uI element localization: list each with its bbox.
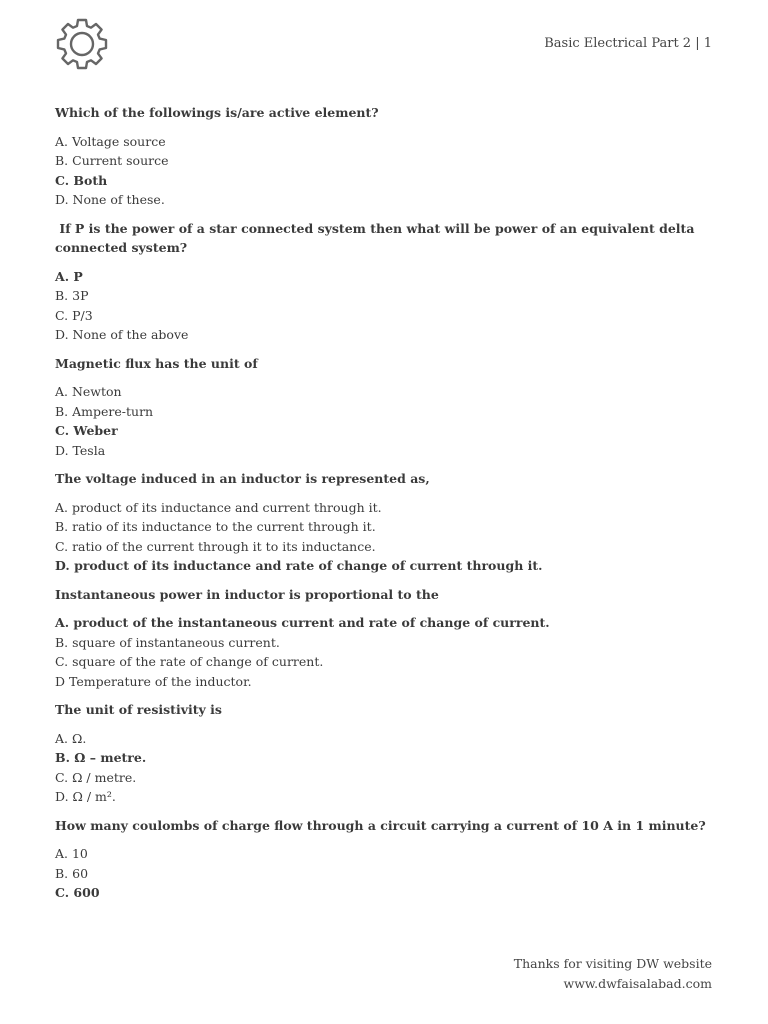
gear-logo-svg bbox=[56, 18, 108, 70]
footer-website-text: www.dwfaisalabad.com bbox=[563, 975, 712, 991]
correct-answer-option: A. product of the instantaneous current and rate of change of current. bbox=[55, 615, 550, 630]
answer-option: B. ratio of its inductance to the current through it. bbox=[55, 519, 376, 534]
answer-option: A. Voltage source bbox=[55, 133, 166, 149]
answer-option: A. Newton bbox=[55, 384, 122, 399]
answer-option: B. 3P bbox=[55, 288, 89, 303]
page-footer bbox=[514, 954, 712, 993]
gear-icon bbox=[56, 18, 108, 70]
question-block bbox=[55, 103, 715, 210]
answer-option: D. Ω / m². bbox=[55, 789, 116, 804]
answer-option: A. Ω. bbox=[55, 730, 87, 746]
question-block bbox=[55, 354, 715, 461]
answer-option: D. Tesla bbox=[55, 442, 106, 458]
correct-answer-option: D. product of its inductance and rate of change of current through it. bbox=[55, 558, 543, 573]
question-block bbox=[55, 700, 715, 807]
answer-option: C. square of the rate of change of current. bbox=[55, 654, 324, 669]
question-block bbox=[55, 816, 715, 903]
question-block bbox=[55, 219, 715, 345]
gear-hole bbox=[71, 33, 93, 55]
answer-option: B. Ampere-turn bbox=[55, 403, 154, 419]
answer-option: A. 10 bbox=[55, 846, 88, 861]
question-text: Instantaneous power in inductor is proportional to the bbox=[55, 586, 439, 602]
answer-option: B. 60 bbox=[55, 865, 89, 881]
footer-thanks-text: Thanks for visiting DW website bbox=[513, 956, 712, 971]
question-text: The unit of resistivity is bbox=[55, 702, 222, 717]
answer-option: B. square of instantaneous current. bbox=[55, 634, 280, 650]
question-list bbox=[55, 103, 715, 912]
question-text: Magnetic flux has the unit of bbox=[55, 355, 258, 371]
answer-option: B. Current source bbox=[55, 153, 169, 168]
page-header-title: Basic Electrical Part 2 | 1 bbox=[544, 36, 712, 51]
question-text: The voltage induced in an inductor is represented as, bbox=[55, 471, 430, 486]
answer-option: A. product of its inductance and current through it. bbox=[55, 499, 382, 515]
question-block bbox=[55, 585, 715, 692]
correct-answer-option: C. Both bbox=[55, 172, 108, 188]
question-text: Which of the followings is/are active element? bbox=[55, 105, 379, 120]
gear-outline bbox=[58, 20, 106, 68]
answer-option: D. None of the above bbox=[55, 327, 189, 342]
question-block bbox=[55, 469, 715, 576]
correct-answer-option: A. P bbox=[55, 268, 83, 284]
answer-option: C. ratio of the current through it to its inductance. bbox=[55, 538, 376, 554]
correct-answer-option: C. 600 bbox=[55, 885, 100, 900]
question-text: How many coulombs of charge flow through a circuit carrying a current of 10 A in 1 minute? bbox=[55, 817, 706, 833]
correct-answer-option: B. Ω – metre. bbox=[55, 750, 147, 765]
answer-option: D Temperature of the inductor. bbox=[55, 673, 252, 689]
answer-option: C. P/3 bbox=[55, 307, 93, 323]
question-text: If P is the power of a star connected system then what will be power of an equivalent delta connected system? bbox=[55, 220, 699, 255]
correct-answer-option: C. Weber bbox=[55, 423, 118, 438]
answer-option: C. Ω / metre. bbox=[55, 769, 137, 785]
answer-option: D. None of these. bbox=[55, 192, 165, 207]
